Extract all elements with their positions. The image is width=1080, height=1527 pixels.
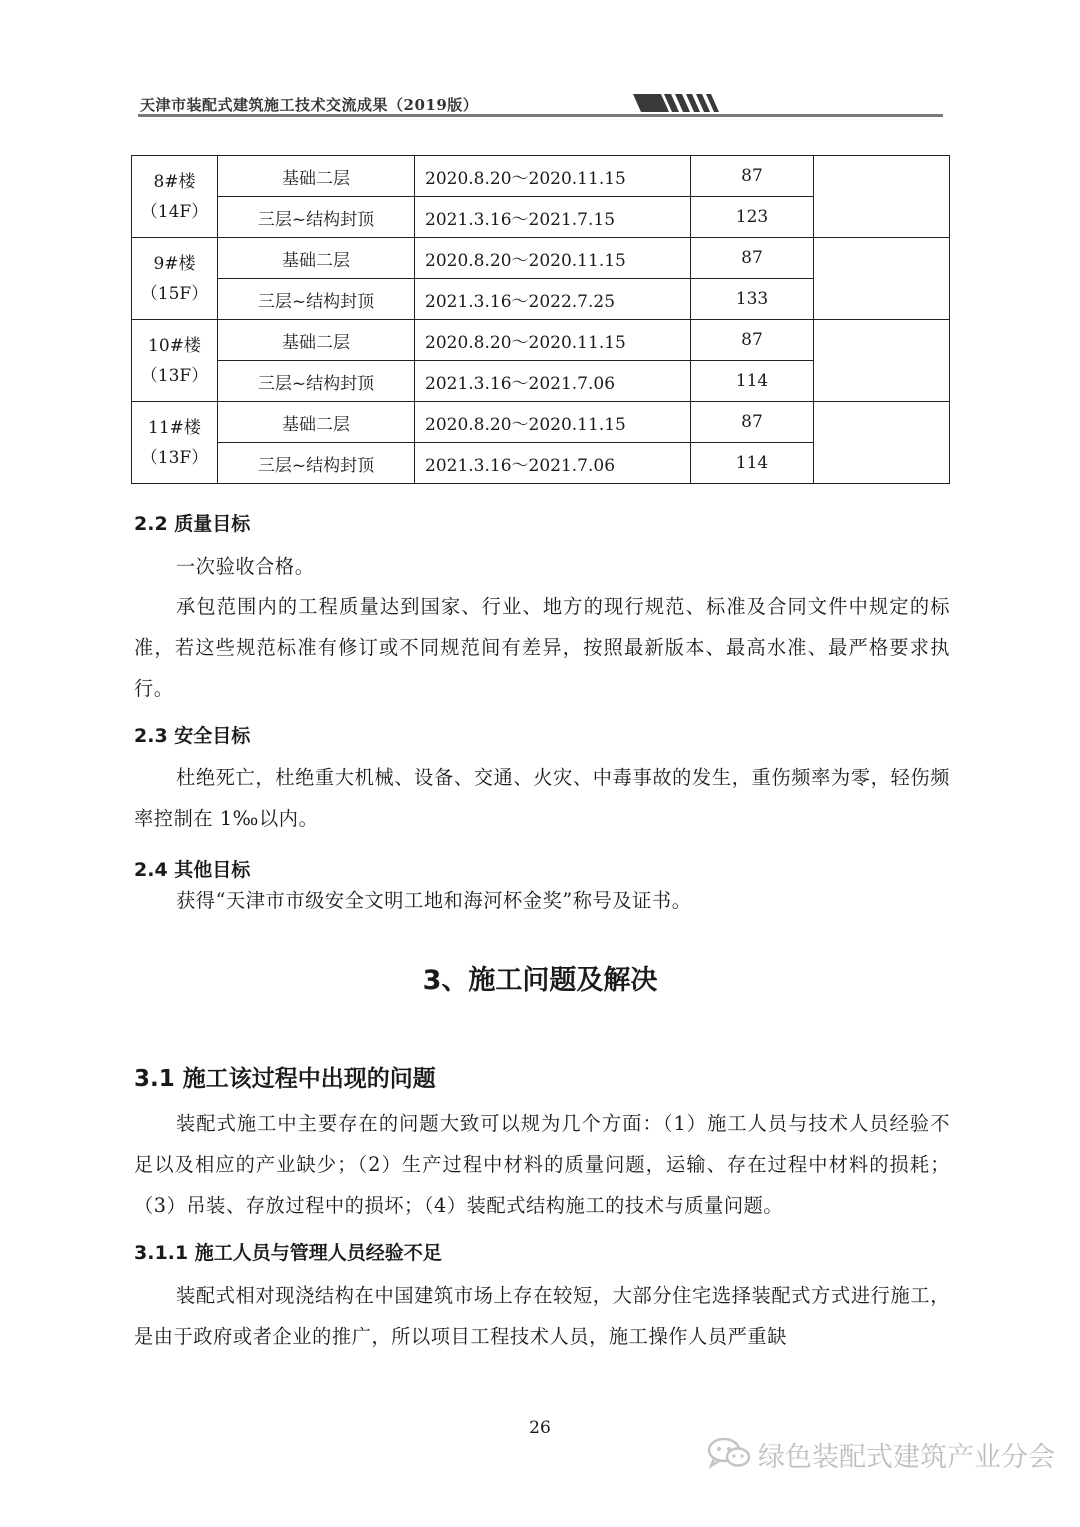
schedule-table-body xyxy=(132,156,950,484)
phase-cell: 基础二层 xyxy=(218,320,415,361)
days-cell: 114 xyxy=(691,443,814,484)
remarks-cell xyxy=(814,238,950,320)
period-cell: 2021.3.16～2021.7.06 xyxy=(415,443,691,484)
section-heading-other: 2.4 其他目标 xyxy=(134,859,251,881)
building-cell xyxy=(132,402,218,484)
chapter-title: 3、施工问题及解决 xyxy=(422,965,658,996)
remarks-cell xyxy=(814,156,950,238)
page-number: 26 xyxy=(529,1418,551,1438)
period-cell: 2020.8.20～2020.11.15 xyxy=(415,402,691,443)
table-row xyxy=(132,156,950,197)
wechat-icon xyxy=(706,1437,752,1469)
building-floors: （13F） xyxy=(140,365,209,386)
running-header-title: 天津市装配式建筑施工技术交流成果（2019版） xyxy=(140,96,479,114)
building-floors: （15F） xyxy=(140,283,209,304)
phase-cell: 基础二层 xyxy=(218,238,415,279)
building-floors: （13F） xyxy=(140,447,209,468)
running-header xyxy=(138,94,943,116)
section-heading-3-1-1: 3.1.1 施工人员与管理人员经验不足 xyxy=(134,1242,442,1264)
building-name: 9#楼 xyxy=(153,253,196,274)
table-row xyxy=(132,238,950,279)
section-heading-safety: 2.3 安全目标 xyxy=(134,725,251,747)
section-3-1-1-paragraph: 装配式相对现浇结构在中国建筑市场上存在较短，大部分住宅选择装配式方式进行施工，是由于政府或者企业的推广，所以项目工程技术人员，施工操作人员严重缺 xyxy=(134,1284,950,1348)
building-name: 10#楼 xyxy=(148,335,201,356)
period-cell: 2021.3.16～2022.7.25 xyxy=(415,279,691,320)
phase-cell: 三层~结构封顶 xyxy=(218,361,415,402)
safety-paragraph: 杜绝死亡，杜绝重大机械、设备、交通、火灾、中毒事故的发生，重伤频率为零，轻伤频率控制在 1‰以内。 xyxy=(134,766,950,830)
days-cell: 87 xyxy=(691,238,814,279)
period-cell: 2020.8.20～2020.11.15 xyxy=(415,156,691,197)
section-heading-quality: 2.2 质量目标 xyxy=(134,513,251,535)
phase-cell: 基础二层 xyxy=(218,402,415,443)
building-cell xyxy=(132,320,218,402)
header-rule xyxy=(138,114,943,117)
building-cell xyxy=(132,238,218,320)
phase-cell: 三层~结构封顶 xyxy=(218,279,415,320)
days-cell: 123 xyxy=(691,197,814,238)
header-stripes-decoration xyxy=(633,94,728,112)
building-name: 8#楼 xyxy=(153,171,196,192)
table-row xyxy=(132,320,950,361)
schedule-table xyxy=(131,155,950,484)
days-cell: 133 xyxy=(691,279,814,320)
remarks-cell xyxy=(814,320,950,402)
phase-cell: 三层~结构封顶 xyxy=(218,197,415,238)
building-floors: （14F） xyxy=(140,201,209,222)
period-cell: 2021.3.16～2021.7.06 xyxy=(415,361,691,402)
table-row xyxy=(132,402,950,443)
days-cell: 114 xyxy=(691,361,814,402)
days-cell: 87 xyxy=(691,402,814,443)
period-cell: 2020.8.20～2020.11.15 xyxy=(415,320,691,361)
other-paragraph: 获得“天津市市级安全文明工地和海河杯金奖”称号及证书。 xyxy=(176,889,692,912)
building-name: 11#楼 xyxy=(148,417,201,438)
quality-paragraph-1: 一次验收合格。 xyxy=(176,555,315,578)
period-cell: 2020.8.20～2020.11.15 xyxy=(415,238,691,279)
section-3-1-paragraph: 装配式施工中主要存在的问题大致可以规为几个方面：（1）施工人员与技术人员经验不足以及相应的产业缺少；（2）生产过程中材料的质量问题，运输、存在过程中材料的损耗；（3）吊装、存放过程中的损坏；（4）装配式结构施工的技术与质量问题。 xyxy=(134,1112,950,1217)
phase-cell: 基础二层 xyxy=(218,156,415,197)
days-cell: 87 xyxy=(691,156,814,197)
period-cell: 2021.3.16～2021.7.15 xyxy=(415,197,691,238)
section-heading-3-1: 3.1 施工该过程中出现的问题 xyxy=(134,1066,436,1092)
phase-cell: 三层~结构封顶 xyxy=(218,443,415,484)
days-cell: 87 xyxy=(691,320,814,361)
quality-paragraph-2: 承包范围内的工程质量达到国家、行业、地方的现行规范、标准及合同文件中规定的标准，若这些规范标准有修订或不同规范间有差异，按照最新版本、最高水准、最严格要求执行。 xyxy=(134,595,950,700)
building-cell xyxy=(132,156,218,238)
watermark-text: 绿色装配式建筑产业分会 xyxy=(758,1442,1055,1473)
remarks-cell xyxy=(814,402,950,484)
